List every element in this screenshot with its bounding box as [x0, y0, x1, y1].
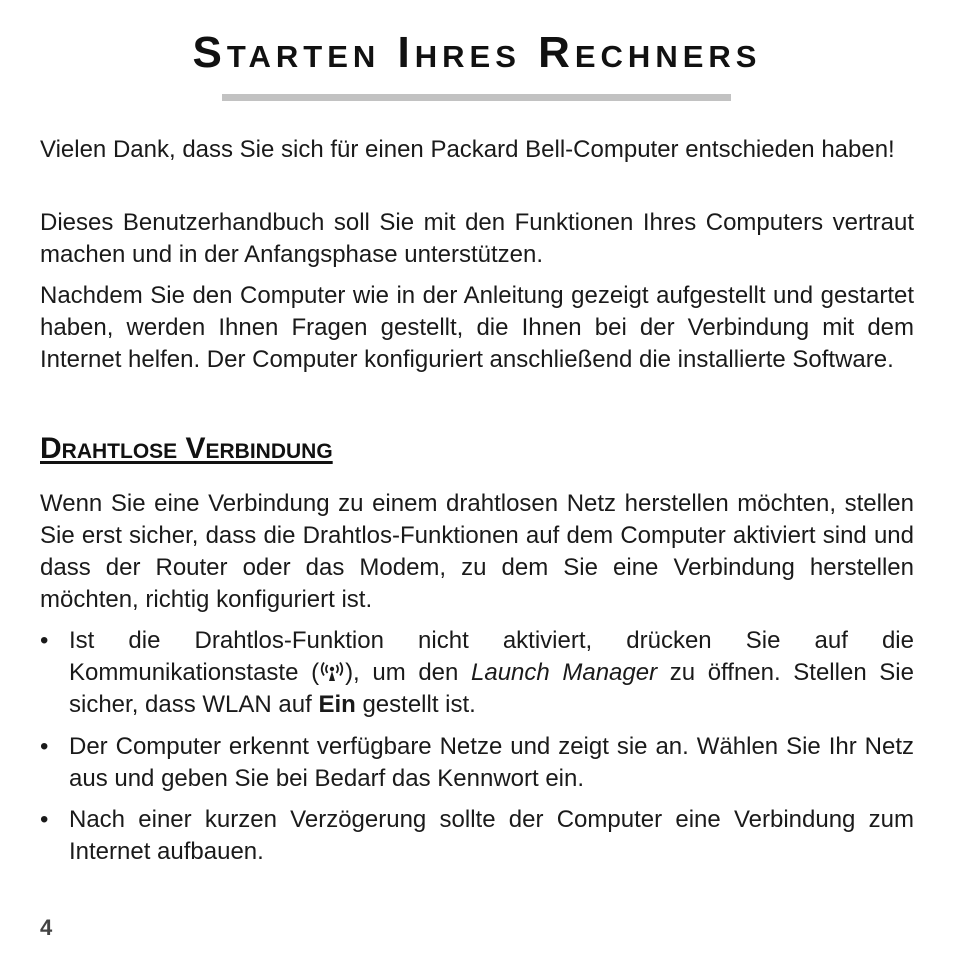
bullet-1-text-part: zu öffnen. Stellen Sie sicher, dass WLAN auf: [69, 659, 914, 718]
bullet-1-text-part: Ist die Drahtlos-Funktion nicht aktiviert, drücken Sie auf die Kommunikationstaste (: [69, 627, 914, 686]
page-number: 4: [40, 915, 53, 940]
title-underline-rule: [222, 94, 731, 101]
bullet-text-3: Nach einer kurzen Verzögerung sollte der Computer eine Verbindung zum Internet aufbauen.: [69, 806, 914, 865]
launch-manager-text: Launch Manager: [471, 659, 658, 686]
section-heading: Drahtlose Verbindung: [40, 432, 333, 465]
wireless-communication-icon: [319, 660, 345, 682]
intro-paragraph-3: Nachdem Sie den Computer wie in der Anleitung gezeigt aufgestellt und gestartet haben, werden Ihnen Fragen gestellt, die Ihnen bei der Verbindung mit dem Internet helfen. Der Computer konfiguriert anschließend die installierte Software.: [40, 282, 914, 373]
bullet-1-text-part: gestellt ist.: [355, 691, 476, 718]
intro-paragraph-2: Dieses Benutzerhandbuch soll Sie mit den Funktionen Ihres Computers vertraut machen und in der Anfangsphase unterstützen.: [40, 209, 914, 268]
section-paragraph: Wenn Sie eine Verbindung zu einem drahtlosen Netz herstellen möchten, stellen Sie erst sicher, dass die Drahtlos-Funktionen auf dem Computer aktiviert sind und dass der Router oder das Modem, zu dem Sie eine Verbindung herstellen möchten, richtig konfiguriert ist.: [40, 490, 914, 613]
bullet-symbol: •: [40, 806, 49, 833]
intro-paragraph-1: Vielen Dank, dass Sie sich für einen Packard Bell-Computer entschieden haben!: [40, 136, 895, 163]
bullet-text-1: [69, 625, 914, 721]
bullet-1-text-part: ), um den: [345, 659, 471, 686]
page-title: Starten Ihres Rechners: [192, 28, 762, 77]
ein-text: Ein: [318, 691, 356, 718]
bullet-text-2: Der Computer erkennt verfügbare Netze und zeigt sie an. Wählen Sie Ihr Netz aus und geben Sie bei Bedarf das Kennwort ein.: [69, 733, 914, 792]
bullet-symbol: •: [40, 627, 49, 654]
bullet-symbol: •: [40, 733, 49, 760]
